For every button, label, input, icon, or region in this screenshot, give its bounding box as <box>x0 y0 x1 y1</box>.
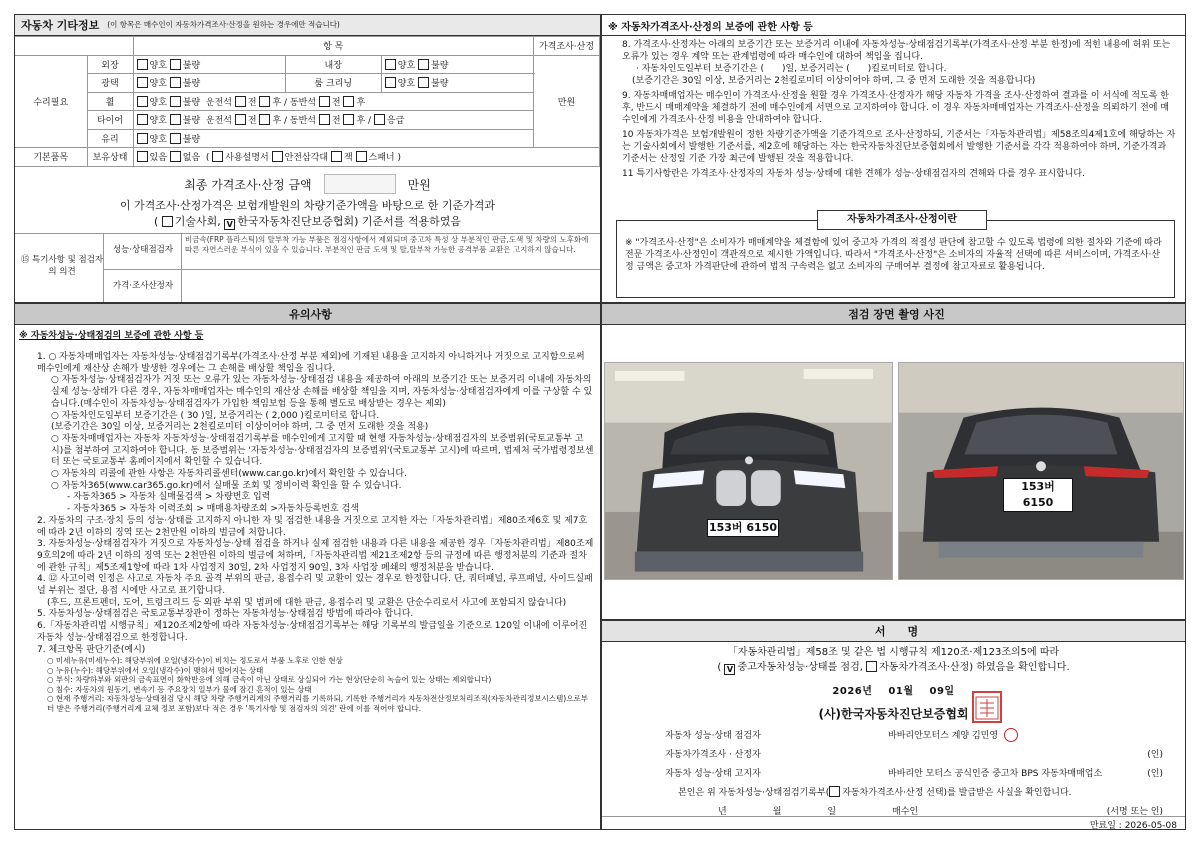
org-seal <box>972 691 1002 723</box>
note-4: 4. ⑫ 사고이력 인정은 사고로 자동차 주요 골격 부위의 판금, 용접수리 및 교환이 있는 경우로 한정합니다. 단, 쿼터패널, 루프패널, 사이드실패널 부위는 절단, 용접 시에만 사고로 표기합니다. <box>37 574 593 597</box>
row-wheel: 휠 <box>87 92 133 111</box>
signer-seal-icon <box>1004 728 1018 742</box>
driver-seat-label: 운전석 <box>205 97 232 108</box>
panel-title: 자동차 기타정보 <box>21 19 100 32</box>
final-price-label: 최종 가격조사·산정 금액 <box>184 177 312 192</box>
buyer-month-label: 월 <box>772 807 782 817</box>
triangle-label: 안전삼각대 <box>284 153 329 164</box>
col-item-header: 항 목 <box>133 37 534 56</box>
sign-day: 09 <box>929 686 945 697</box>
tire-passenger-rear-checkbox[interactable] <box>343 114 354 125</box>
good-label: 양호 <box>149 60 167 71</box>
cleaning-bad-checkbox[interactable] <box>418 77 429 88</box>
signature-date <box>602 682 1185 697</box>
tire-emergency-checkbox[interactable] <box>374 114 385 125</box>
row-exterior: 외장 <box>87 55 133 74</box>
signature-line1: 「자동차관리법」제58조 및 같은 법 시행규칙 제120조·제123조의5에 따라 <box>727 647 1060 658</box>
signer-value: 바바리안 모터스 공식인증 중고차 BPS 자동차매매업소 <box>888 769 1103 779</box>
note-3: 3. 자동차성능·상태점검자가 거짓으로 자동차성능·상태 점검을 하거나 실제 점검한 내용과 다른 내용을 제공한 경우「자동차관리법」제80조제9호의2에 따라 2년 이하의 징역 또는 2천만원 이하의 벌금에 처하며,「자동차관리법 제21조제2항 등의 규정에 따른 행정처분의 기준과 절차에 관한 규칙」제5조제1항에 따라 1차 사업정지 30일, 2차 사업정지 90일, 3차 사업장 폐쇄의 행정처분을 받습니다. <box>37 539 594 573</box>
final-price-row <box>15 172 600 196</box>
final-price-unit: 만원 <box>407 177 431 192</box>
sign-year: 2026 <box>832 686 863 697</box>
note-7b: ○ 누유(누수): 해당부위에서 오일(냉각수)이 맺혀서 떨어지는 상태 <box>47 665 264 675</box>
passenger-seat-label: / 동반석 <box>284 97 316 108</box>
bad-label: 불량 <box>182 79 201 90</box>
price-guarantee-header <box>602 15 1185 36</box>
bad-label: 불량 <box>182 116 201 127</box>
front-label: 전 <box>247 116 257 127</box>
interior-bad-checkbox[interactable] <box>418 59 429 70</box>
standard-line1: 이 가격조사·산정가격은 보험개발원의 차량기준가액을 바탕으로 한 기준가격과 <box>119 199 496 212</box>
gloss-good-checkbox[interactable] <box>137 77 148 88</box>
receipt-price-checkbox[interactable] <box>829 786 840 797</box>
signature-title: 서 명 <box>874 625 919 638</box>
receipt-row <box>642 782 1175 801</box>
rear-plate: 153버 6150 <box>1003 478 1073 512</box>
row-gloss: 광택 <box>87 74 133 93</box>
standard-opt1: 기술사회, <box>174 215 221 228</box>
row-tire: 타이어 <box>87 111 133 130</box>
driver-seat-label: 운전석 <box>205 116 232 127</box>
photos-panel <box>601 303 1186 620</box>
row-interior: 내장 <box>285 55 381 74</box>
glass-good-checkbox[interactable] <box>137 133 148 144</box>
front-label: 전 <box>331 97 341 108</box>
note-5: 5. 자동차성능·상태점검은 국토교통부장관이 정하는 자동차성능·상태점검 방법에 따라야 합니다. <box>37 609 414 620</box>
note-1c: ○ 자동차인도일부터 보증기간은 ( 30 )일, 보증거리는 ( 2,000 )킬로미터로 합니다. <box>51 410 380 421</box>
glass-bad-checkbox[interactable] <box>170 133 181 144</box>
passenger-seat-label: / 동반석 <box>284 116 316 127</box>
signature-header <box>602 621 1185 642</box>
panel-subtitle: (이 항목은 매수인이 자동차가격조사·산정을 원하는 경우에만 적습니다) <box>107 20 340 29</box>
possession-yes-checkbox[interactable] <box>137 151 148 162</box>
emergency-label: 응급 <box>386 116 405 127</box>
buyer-day-label: 일 <box>827 807 837 817</box>
note-7: 7. 체크항목 판단기준(예시) <box>37 644 146 655</box>
note-4b: (후드, 프론트펜더, 도어, 트렁크리드 등 외판 부위 및 범퍼에 대한 판금, 용접수리 및 교환은 단순수리로서 사고에 포함되지 않습니다) <box>47 597 567 608</box>
signature-opt2: 자동차가격조사·산정) 하였음을 확인합니다. <box>879 662 1070 673</box>
rear-car-illustration <box>899 363 1183 579</box>
special-perf-text: 비금속(FRP 플라스틱)의 탈부착 가능 부품은 점검사항에서 제외되며 중고차 특성 상 부분적인 판금,도색 및 차량의 노후화에 따른 자연스러운 부식이 있을 수 있습니다. 부분적인 판금 도색 및 탈,탈부착 가능한 공격부품 교환은 고지하지 않습니다. <box>185 235 589 254</box>
signer-mark: (인) <box>1147 750 1163 760</box>
price-definition-box <box>616 220 1175 298</box>
wheel-good-checkbox[interactable] <box>137 96 148 107</box>
note-1: 1. ○ 자동차매매업자는 자동차성능·상태점검기록부(가격조사·산정 부분 제외)에 기재된 내용을 고지하지 아니하거나 거짓으로 고지함으로써 매수인에게 재산상 손해가 발생한 경우에는 그 손해를 배상할 책임을 집니다. <box>37 352 585 374</box>
gloss-bad-checkbox[interactable] <box>170 77 181 88</box>
manual-checkbox[interactable] <box>212 151 223 162</box>
notes-body <box>37 352 594 713</box>
rear-label: 후 <box>356 116 366 127</box>
special-notes-section <box>15 233 600 302</box>
signer-label: 자동차 성능·상태 점검자 <box>665 731 761 741</box>
vehicle-other-info-panel <box>14 14 601 303</box>
price-unit: 만원 <box>534 55 600 148</box>
price-definition-text: ※ "가격조사·산정"은 소비자가 매매계약을 체결함에 있어 중고차 가격의 적절성 판단에 참고할 수 있도록 법령에 의한 절차와 기준에 따라 전문 가격조사·산정인이 객관적으로 제시한 가액입니다. 따라서 "가격조사·산정"은 소비자의 자율적 선택에 따른 서비스이며, 가격조사·산정 금액은 중고차 가격판단에 관하여 법적 구속력은 없고 소비자의 구매여부 결정에 참고자료로 활용됩니다. <box>625 238 1162 272</box>
good-label: 양호 <box>149 134 167 145</box>
note-7e: ○ 현재 주행거리: 자동차성능·상태점검 당시 해당 차량 주행거리계의 주행거리를 기록하되, 기록한 주행거리가 자동차전산정보처리조직(자동차관리정보시스템)으로부터 받은 주행거리(주행거리계 교체 정보 포함)보다 적은 경우 '특기사항 및 점검자의 의견' 란에 이를 적어야 합니다. <box>47 694 588 713</box>
note-1g: ○ 자동차365(www.car365.go.kr)에서 실매물 조회 및 정비이력 확인을 할 수 있습니다. <box>51 480 402 491</box>
front-label: 전 <box>331 116 341 127</box>
final-price-input[interactable] <box>324 174 396 194</box>
price-check-checkbox[interactable] <box>866 661 877 672</box>
rear-inspection-photo <box>898 362 1184 580</box>
signature-opt1: 중고자동차성능·상태를 점검, <box>737 662 863 673</box>
price-guarantee-panel <box>601 14 1186 303</box>
buyer-label: 매수인 <box>892 807 919 817</box>
front-plate: 153버 6150 <box>707 519 779 537</box>
tire-bad-checkbox[interactable] <box>170 114 181 125</box>
bad-label: 불량 <box>431 60 449 71</box>
sign-year-unit: 년 <box>862 686 873 697</box>
good-label: 양호 <box>397 60 416 71</box>
signature-panel <box>601 620 1186 830</box>
spanner-label: 스패너 <box>368 153 395 164</box>
clause-9: 9. 자동차매매업자는 매수인이 가격조사·산정을 원할 경우 가격조사·산정자가 해당 자동차 가격을 조사·산정하여 결과를 이 서식에 적도록 한 후, 반드시 매매계약을 체결하기 전에 매수인에게 서면으로 고지하여야 합니다. 이 경우 자동차매매업자는 가격조사·산정을 의뢰하기 전에 매수인에게 가격조사·산정 비용을 안내하여야 합니다. <box>622 91 1170 125</box>
front-inspection-photo <box>604 362 893 580</box>
signature-statement <box>602 645 1185 675</box>
tire-driver-front-checkbox[interactable] <box>235 114 246 125</box>
org-name: (사)한국자동차진단보증협회 <box>818 707 969 721</box>
note-2: 2. 자동차의 구조·장치 등의 성능·상태를 고지하지 아니한 자 및 점검한 내용을 거짓으로 고지한 자는「자동차관리법」제80조제6호 및 제7호에 따라 2년 이하의 징역 또는 2천만원 이하의 벌금에 처합니다. <box>37 515 588 538</box>
tire-passenger-front-checkbox[interactable] <box>319 114 330 125</box>
good-label: 양호 <box>149 79 167 90</box>
basic-items-label: 기본품목 <box>15 148 87 167</box>
bad-label: 불량 <box>182 60 201 71</box>
good-label: 양호 <box>149 116 167 127</box>
good-label: 양호 <box>397 79 416 90</box>
row-room-cleaning: 룸 크리닝 <box>285 74 381 93</box>
signer-row-notifier <box>642 763 1175 782</box>
special-perf-label: 성능·상태점검자 <box>112 245 174 255</box>
clause-8-note: (보증기간은 30일 이상, 보증거리는 2천킬로미터 이상이어야 하며, 그 중 먼저 도래한 것을 적용합니다) <box>632 76 1036 86</box>
rear-label: 후 <box>272 116 282 127</box>
buyer-year-label: 년 <box>718 807 727 817</box>
wheel-passenger-front-checkbox[interactable] <box>319 96 330 107</box>
note-7c: ○ 부식: 차량하부와 외판의 금속표면이 화학반응에 의해 금속이 아닌 상태로 상실되어 가는 현상(단순히 녹슬어 있는 상태는 제외합니다) <box>47 675 492 685</box>
standard-tech-checkbox[interactable] <box>162 216 173 227</box>
note-6: 6.「자동차관리법 시행규칙」제120조제2항에 따라 자동차성능·상태점검기록부는 해당 기록부의 발급일을 기준으로 120일 이내에 이루어진 자동차 성능·상태점검으로 한정합니다. <box>37 621 588 643</box>
sign-month-unit: 월 <box>903 686 914 697</box>
note-7a: ○ 미세누유(미세누수): 해당부위에 오일(냉각수)이 비치는 정도로서 부품 노후로 인한 현상 <box>47 656 343 666</box>
no-label: 없음 <box>182 153 201 164</box>
jack-label: 잭 <box>343 153 353 164</box>
special-price-label: 가격·조사산정자 <box>112 281 174 291</box>
spanner-checkbox[interactable] <box>356 151 367 162</box>
wheel-bad-checkbox[interactable] <box>170 96 181 107</box>
possession-label: 보유상태 <box>87 148 133 167</box>
rear-label: 후 <box>272 97 282 108</box>
price-guarantee-title: ※ 자동차가격조사·산정의 보증에 관한 사항 등 <box>608 21 813 33</box>
signer-value: 바바리안모터스 계양 김민영 <box>888 731 999 741</box>
note-1f: ○ 자동차의 리콜에 관한 사항은 자동차리콜센터(www.car.go.kr)에서 확인할 수 있습니다. <box>51 469 407 480</box>
exterior-bad-checkbox[interactable] <box>170 59 181 70</box>
interior-good-checkbox[interactable] <box>385 59 396 70</box>
good-label: 양호 <box>149 97 167 108</box>
perf-check-checkbox[interactable]: V <box>724 664 735 675</box>
seal-icon <box>974 695 1000 721</box>
clause-11: 11 특기사항란은 가격조사·산정자의 자동차 성능·상태에 대한 견해가 성능·상태점검자의 견해와 다를 경우 표시합니다. <box>622 169 1085 179</box>
signer-label: 자동차가격조사 · 산정자 <box>665 750 761 760</box>
manual-label: 사용설명서 <box>225 153 269 164</box>
expiry-date: 만료일 : 2026-05-08 <box>1089 821 1177 830</box>
note-1i: - 자동차365 > 자동차 이력조회 > 매매용차량조회 >자동차등록번호 검색 <box>67 504 359 515</box>
exterior-good-checkbox[interactable] <box>137 59 148 70</box>
note-1e: ○ 자동차매매업자는 자동차 자동차성능·상태점검기록부를 매수인에게 고지할 때 현행 자동차성능·상태점검자의 보증범위(국토교통부 고시)를 첨부하여 고지하여야 합니다. 동 보증범위는 '자동차성능·상태점검자의 보증범위'(국토교통부 고시)에 따르며, 법제처 국가법령정보센터 또는 국토교통부 홈페이지에서 확인할 수 있습니다. <box>51 433 594 468</box>
price-guarantee-body <box>622 39 1177 180</box>
bad-label: 불량 <box>182 134 201 145</box>
wheel-driver-front-checkbox[interactable] <box>235 96 246 107</box>
jack-checkbox[interactable] <box>331 151 342 162</box>
signer-row-inspector <box>642 725 1175 744</box>
standard-kaida-checkbox[interactable]: V <box>224 219 235 230</box>
receipt-b: 자동차가격조사·산정 선택)를 발급받은 사실을 확인합니다. <box>842 788 1072 798</box>
note-7d: ○ 침수: 자동차의 원동기, 변속기 등 주요장치 일부가 물에 잠긴 흔적이 있는 상태 <box>47 684 312 694</box>
notes-header <box>15 304 600 325</box>
signer-label: 자동차 성능·상태 고지자 <box>665 769 761 779</box>
tire-driver-rear-checkbox[interactable] <box>259 114 270 125</box>
possession-no-checkbox[interactable] <box>170 151 181 162</box>
clause-8-period: · 자동차인도일부터 보증기간은 ( )일, 보증거리는 ( )킬로미터로 합니다. <box>636 64 947 74</box>
col-price-header: 가격조사·산정 <box>534 37 600 56</box>
note-1d: (보증기간은 30일 이상, 보증거리는 2천킬로미터 이상이어야 하며, 그 중 먼저 도래한 것을 적용) <box>51 422 429 433</box>
signer-mark: (인) <box>1147 769 1163 779</box>
clause-10: 10 자동차가격은 보험개발원이 정한 차량기준가액을 기준가격으로 조사·산정하되, 기준서는「자동차관리법」제58조의4제1호에 해당하는 자는 기술사회에서 발행한 기준서를, 제2호에 해당하는 자는 한국자동차진단보증협회에서 발행한 기준서를 각각 적용하여야 하며, 기준가격과 기준서는 산정일 기준 가장 최근에 발행된 것을 적용합니다. <box>622 130 1176 164</box>
sign-month: 01 <box>888 686 904 697</box>
photos-title: 점검 장면 촬영 사진 <box>848 308 945 321</box>
notes-panel <box>14 303 601 830</box>
note-7-criteria <box>37 656 594 713</box>
triangle-checkbox[interactable] <box>272 151 283 162</box>
note-1b: ○ 자동차성능·상태점검자가 거짓 또는 오류가 있는 자동차성능·상태점검 내용을 제공하여 아래의 보증기간 또는 보증거리 이내에 자동차의 실제 성능·상태가 다른 경우, 자동차매매업자는 매수인의 재산상 손해를 배상할 책임을 지며, 자동차성능·상태점검자에게 이를 구상할 수 있습니다.(매수인이 자동차성능·상태점검자가 가입한 책임보험 등을 통해 별도로 배상받는 경우는 제외) <box>51 375 593 409</box>
repair-needed-label: 수리필요 <box>15 55 87 148</box>
receipt-a: 본인은 위 자동차성능·상태점검기록부( <box>678 788 830 798</box>
standard-line2: ( 기술사회, V 한국자동차진단보증협회) 기준서를 적용하였음 <box>153 215 462 229</box>
yes-label: 있음 <box>149 153 167 164</box>
signature-line2: ( V 중고자동차성능·상태를 점검, 자동차가격조사·산정) 하였음을 확인합니다. <box>717 662 1070 674</box>
bad-label: 불량 <box>182 97 201 108</box>
notes-section-title: ※ 자동차성능·상태점검의 보증에 관한 사항 등 <box>19 331 204 341</box>
vehicle-other-info-header <box>15 15 600 36</box>
notes-title: 유의사항 <box>289 308 332 321</box>
wheel-passenger-rear-checkbox[interactable] <box>343 96 354 107</box>
cleaning-good-checkbox[interactable] <box>385 77 396 88</box>
signer-row-price <box>642 744 1175 763</box>
front-car-illustration <box>605 363 892 579</box>
wheel-driver-rear-checkbox[interactable] <box>259 96 270 107</box>
inspection-table: 항 목 가격조사·산정 수리필요 외장 양호 불량 내장 양호 불량 만원 광택 양호 불량 룸 크리닝 양호 불량 휠 양호 불량 운전석 전 후 / 동반석 전 후 타이어 양호 불량 운전석 전 후 / 동반석 전 후 / 응급 유리 양호 불량 기본품목 보유상태 있음 없음 ( 사용설명서 안전삼각대 잭 스패너 ) <box>15 36 600 167</box>
row-glass: 유리 <box>87 129 133 148</box>
special-notes-label: ⑮ 특기사항 및 점검자의 의견 <box>20 255 104 277</box>
signer-rows <box>642 725 1175 820</box>
tire-good-checkbox[interactable] <box>137 114 148 125</box>
buyer-sign-label: (서명 또는 인) <box>1106 807 1163 817</box>
price-definition-box-title: 자동차가격조사·산정이란 <box>817 210 987 230</box>
standard-opt2: 한국자동차진단보증협회) 기준서를 적용하였음 <box>237 215 462 228</box>
standard-text <box>15 198 600 230</box>
photos-header <box>602 304 1185 325</box>
sign-day-unit: 일 <box>944 686 955 697</box>
rear-label: 후 <box>356 97 366 108</box>
front-label: 전 <box>247 97 257 108</box>
clause-8: 8. 가격조사·산정자는 아래의 보증기간 또는 보증거리 이내에 자동차성능·상태점검기록부(가격조사·산정 부분 한정)에 적힌 내용에 허위 또는 오류가 있는 경우 계약 또는 관계법령에 따라 매수인에 대하여 책임을 집니다. <box>622 40 1171 62</box>
note-1h: - 자동차365 > 자동차 실매물검색 > 차량번호 입력 <box>67 492 271 503</box>
bad-label: 불량 <box>431 79 449 90</box>
